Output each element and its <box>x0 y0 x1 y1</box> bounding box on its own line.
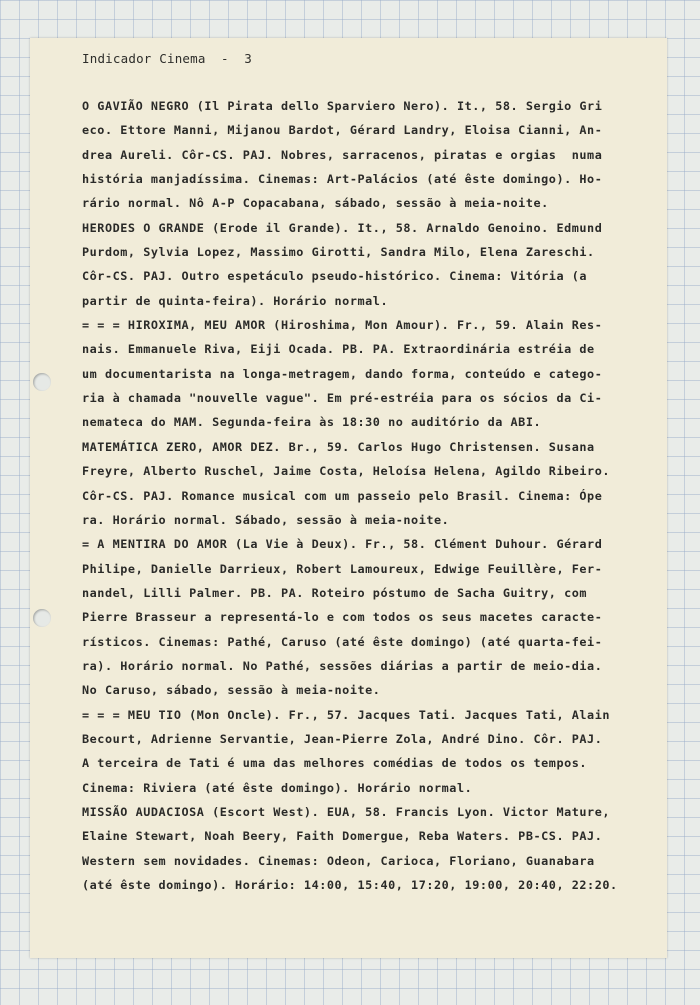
text-line: história manjadíssima. Cinemas: Art-Palácios (até êste domingo). Ho- <box>82 172 603 187</box>
text-line: HERODES O GRANDE (Erode il Grande). It., 58. Arnaldo Genoino. Edmund <box>82 220 603 235</box>
text-line: Elaine Stewart, Noah Beery, Faith Domergue, Reba Waters. PB-CS. PAJ. <box>82 829 603 844</box>
text-line: Cinema: Riviera (até êste domingo). Horário normal. <box>82 780 473 795</box>
listing-text <box>82 94 662 897</box>
text-line: nemateca do MAM. Segunda-feira às 18:30 no auditório da ABI. <box>82 415 542 430</box>
text-line: drea Aureli. Côr-CS. PAJ. Nobres, sarracenos, piratas e orgias numa <box>82 147 603 162</box>
text-line: Freyre, Alberto Ruschel, Jaime Costa, Heloísa Helena, Agildo Ribeiro. <box>82 464 611 479</box>
page-header: Indicador Cinema - 3 <box>82 51 252 66</box>
text-line: ra). Horário normal. No Pathé, sessões diárias a partir de meio-dia. <box>82 658 603 673</box>
text-line: ra. Horário normal. Sábado, sessão à meia-noite. <box>82 512 450 527</box>
text-line: Pierre Brasseur a representá-lo e com todos os seus macetes caracte- <box>82 610 603 625</box>
text-line: um documentarista na longa-metragem, dando forma, conteúdo e catego- <box>82 366 603 381</box>
text-line: = = = MEU TIO (Mon Oncle). Fr., 57. Jacques Tati. Jacques Tati, Alain <box>82 707 611 722</box>
text-line: nandel, Lilli Palmer. PB. PA. Roteiro póstumo de Sacha Guitry, com <box>82 585 588 600</box>
text-line: = = = HIROXIMA, MEU AMOR (Hiroshima, Mon Amour). Fr., 59. Alain Res- <box>82 318 603 333</box>
punch-hole <box>33 609 51 627</box>
text-line: Western sem novidades. Cinemas: Odeon, Carioca, Floriano, Guanabara <box>82 853 595 868</box>
punch-hole <box>33 373 51 391</box>
text-line: nais. Emmanuele Riva, Eiji Ocada. PB. PA. Extraordinária estréia de <box>82 342 595 357</box>
text-line: Côr-CS. PAJ. Outro espetáculo pseudo-histórico. Cinema: Vitória (a <box>82 269 588 284</box>
text-line: O GAVIÃO NEGRO (Il Pirata dello Sparviero Nero). It., 58. Sergio Gri <box>82 99 603 113</box>
text-line: A terceira de Tati é uma das melhores comédias de todos os tempos. <box>82 756 588 771</box>
text-line: (até êste domingo). Horário: 14:00, 15:40, 17:20, 19:00, 20:40, 22:20. <box>82 878 618 892</box>
text-line: Purdom, Sylvia Lopez, Massimo Girotti, Sandra Milo, Elena Zareschi. <box>82 245 595 260</box>
text-line: rário normal. Nô A-P Copacabana, sábado, sessão à meia-noite. <box>82 196 549 211</box>
text-line: ria à chamada "nouvelle vague". Em pré-estréia para os sócios da Ci- <box>82 391 603 406</box>
text-line: MISSÃO AUDACIOSA (Escort West). EUA, 58. Francis Lyon. Victor Mature, <box>82 804 611 819</box>
text-line: MATEMÁTICA ZERO, AMOR DEZ. Br., 59. Carlos Hugo Christensen. Susana <box>82 439 595 454</box>
text-line: = A MENTIRA DO AMOR (La Vie à Deux). Fr., 58. Clément Duhour. Gérard <box>82 537 603 552</box>
text-line: eco. Ettore Manni, Mijanou Bardot, Gérard Landry, Eloisa Cianni, An- <box>82 123 603 138</box>
text-line: Becourt, Adrienne Servantie, Jean-Pierre Zola, André Dino. Côr. PAJ. <box>82 731 603 746</box>
text-line: Côr-CS. PAJ. Romance musical com um passeio pelo Brasil. Cinema: Ópe <box>82 488 603 503</box>
text-line: No Caruso, sábado, sessão à meia-noite. <box>82 683 381 698</box>
text-line: Philipe, Danielle Darrieux, Robert Lamoureux, Edwige Feuillère, Fer- <box>82 561 603 576</box>
text-line: partir de quinta-feira). Horário normal. <box>82 293 389 308</box>
text-line: rísticos. Cinemas: Pathé, Caruso (até êste domingo) (até quarta-fei- <box>82 634 603 649</box>
